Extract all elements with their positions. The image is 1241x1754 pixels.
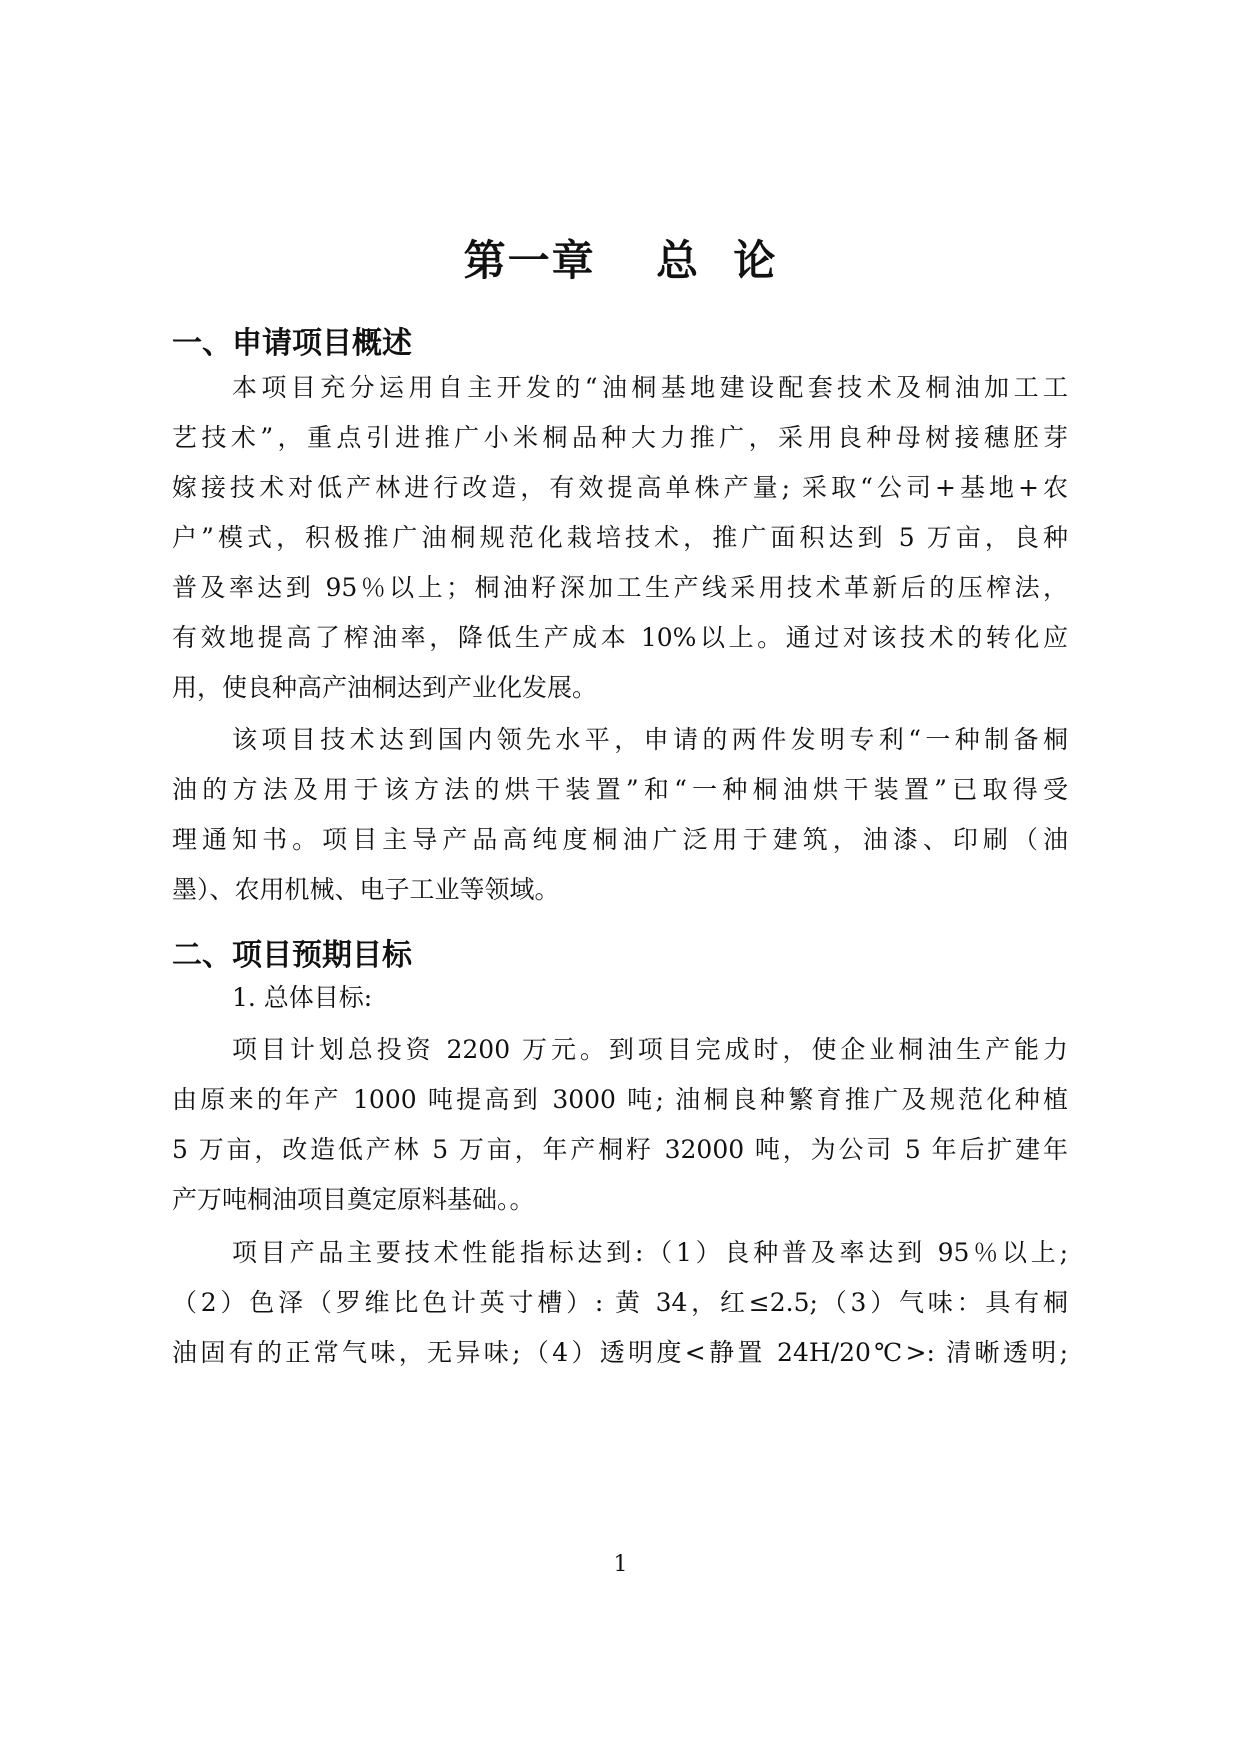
paragraph-line: 用，使良种高产油桐达到产业化发展。 <box>172 673 598 702</box>
section-heading-overview: 一、申请项目概述 <box>172 326 412 361</box>
paragraph-line: 项目产品主要技术性能指标达到:（1）良种普及率达到 95％以上; <box>232 1238 1068 1267</box>
paragraph-line: 普及率达到 95％以上；桐油籽深加工生产线采用技术革新后的压榨法， <box>172 573 1068 602</box>
paragraph-line: 油固有的正常气味，无异味;（4）透明度<静置 24H/20℃>: 清晰透明; <box>172 1338 1068 1367</box>
paragraph-line: 本项目充分运用自主开发的“油桐基地建设配套技术及桐油加工工 <box>232 373 1068 402</box>
paragraph-line: 户”模式，积极推广油桐规范化栽培技术，推广面积达到 5 万亩，良种 <box>172 523 1068 552</box>
paragraph-line: 由原来的年产 1000 吨提高到 3000 吨; 油桐良种繁育推广及规范化种植 <box>172 1085 1068 1114</box>
paragraph-line: 有效地提高了榨油率，降低生产成本 10%以上。通过对该技术的转化应 <box>172 623 1068 652</box>
paragraph-line: 墨）、农用机械、电子工业等领域。 <box>172 875 560 904</box>
paragraph-line: 产万吨桐油项目奠定原料基础。。 <box>172 1185 535 1214</box>
paragraph-line: 项目计划总投资 2200 万元。到项目完成时，使企业桐油生产能力 <box>232 1035 1068 1064</box>
paragraph-line: 理通知书。项目主导产品高纯度桐油广泛用于建筑，油漆、印刷（油 <box>172 825 1068 854</box>
paragraph-line: 嫁接技术对低产林进行改造，有效提高单株产量; 采取“公司+基地+农 <box>172 473 1068 502</box>
paragraph-line: 艺技术”，重点引进推广小米桐品种大力推广，采用良种母树接穗胚芽 <box>172 423 1068 452</box>
paragraph-line: 该项目技术达到国内领先水平，申请的两件发明专利“一种制备桐 <box>232 725 1068 754</box>
section-heading-goals: 二、项目预期目标 <box>172 938 412 973</box>
paragraph-line: 5 万亩，改造低产林 5 万亩，年产桐籽 32000 吨，为公司 5 年后扩建年 <box>172 1135 1068 1164</box>
paragraph-line: 油的方法及用于该方法的烘干装置”和“一种桐油烘干装置”已取得受 <box>172 775 1068 804</box>
subheading-overall-goal: 1. 总体目标: <box>232 983 373 1012</box>
chapter-title: 第一章 总 论 <box>463 236 778 285</box>
page-number: 1 <box>613 1552 628 1577</box>
paragraph-line: （2）色泽（罗维比色计英寸槽）: 黄 34，红≤2.5;（3）气味：具有桐 <box>172 1288 1068 1317</box>
